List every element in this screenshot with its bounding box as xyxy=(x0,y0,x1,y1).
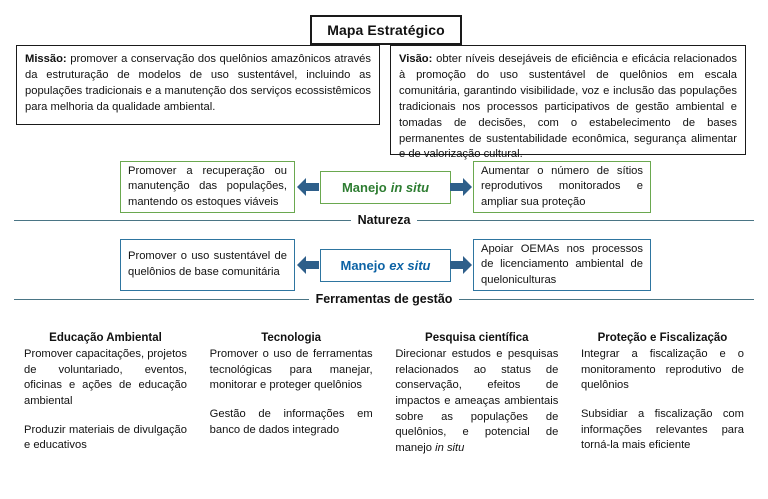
mission-label: Missão: xyxy=(25,53,67,65)
divider-rule-right xyxy=(459,299,754,300)
tool-card-title: Tecnologia xyxy=(261,332,322,344)
divider-natureza xyxy=(14,213,754,227)
arrow-left-icon xyxy=(297,175,319,199)
in-situ-right-text: Aumentar o número de sítios reprodutivos monitorados e ampliar sua proteção xyxy=(481,164,643,208)
tool-card-paragraph: Subsidiar a fiscalização com informações relevantes para torná-la mais eficiente xyxy=(580,408,744,452)
divider-ferramentas-de-gestao xyxy=(14,292,754,306)
arrow-left-icon xyxy=(297,253,319,277)
ex-situ-left-text: Promover o uso sustentável de quelônios de base comunitária xyxy=(128,250,287,278)
manejo-ex-situ-main: Manejo xyxy=(340,257,386,273)
in-situ-left-text: Promover a recuperação ou manutenção das populações, mantendo os estoques viáveis xyxy=(128,164,287,208)
label-manejo-ex-situ xyxy=(320,249,451,282)
tool-card xyxy=(204,326,379,463)
in-situ-left-objective xyxy=(120,161,295,213)
ex-situ-left-objective xyxy=(120,239,295,291)
tool-card-title: Proteção e Fiscalização xyxy=(597,332,728,344)
vision-box xyxy=(390,45,746,161)
mission-text: promover a conservação dos quelônios amazônicos através da estruturação de modelos de uso sustentável, incluindo as populações tradicionais e a manutenção dos serviços ecossistêmicos para melhoria da qualidade ambiental. xyxy=(25,53,371,113)
manejo-in-situ-main: Manejo xyxy=(341,179,387,195)
tool-card xyxy=(389,326,564,463)
mission-box xyxy=(16,45,380,125)
manejo-in-situ-italic: in situ xyxy=(390,179,430,195)
vision-text: obter níveis desejáveis de eficiência e eficácia relacionados à promoção do uso sustentável de quelônios em escala comunitária, garantindo visibilidade, voz e inclusão das populações tradicionais nos processos participativos de gestão ambiental e tomadas de decisões, com o estabelecimento de bases permanentes de sustentabilidade econômica, segurança alimentar e de valorização cultural. xyxy=(399,53,737,161)
ex-situ-right-text: Apoiar OEMAs nos processos de licenciamento ambiental de queloniculturas xyxy=(481,242,643,286)
row-manejo-in-situ xyxy=(0,161,768,213)
tool-card xyxy=(18,326,193,463)
arrow-right-icon xyxy=(450,175,472,199)
row-manejo-ex-situ xyxy=(0,239,768,291)
vision-label: Visão: xyxy=(399,53,433,65)
divider-natureza-label: Natureza xyxy=(357,213,411,227)
tool-card-title: Pesquisa científica xyxy=(425,332,529,344)
tool-card-paragraph: Integrar a fiscalização e o monitoramento reprodutivo de quelônios xyxy=(580,348,744,392)
tool-card xyxy=(575,326,750,463)
divider-ferramentas-label: Ferramentas de gestão xyxy=(315,292,453,306)
tool-card-paragraph: Promover capacitações, projetos de voluntariado, eventos, oficinas e ações de educação ambiental xyxy=(24,348,187,408)
page-title-text: Mapa Estratégico xyxy=(327,22,445,38)
in-situ-right-objective xyxy=(473,161,651,213)
label-manejo-in-situ xyxy=(320,171,451,204)
tool-card-paragraph: Promover o uso de ferramentas tecnológicas para manejar, monitorar e proteger quelônios xyxy=(209,348,373,392)
tool-card-paragraph: Gestão de informações em banco de dados integrado xyxy=(209,408,373,436)
manejo-ex-situ-italic: ex situ xyxy=(389,257,431,273)
divider-rule-left xyxy=(14,220,351,221)
tool-card-paragraph: Produzir materiais de divulgação e educativos xyxy=(24,423,187,452)
page-title xyxy=(310,15,462,45)
tool-card-title: Educação Ambiental xyxy=(49,332,162,344)
tool-card-paragraph: Direcionar estudos e pesquisas relacionados ao status de conservação, efeitos de impactos e ameaças ambientais sobre as populações de quelônios, e potencial de manejo in situ xyxy=(395,348,559,455)
divider-rule-right xyxy=(417,220,754,221)
arrow-right-icon xyxy=(450,253,472,277)
management-tool-cards xyxy=(18,326,750,463)
divider-rule-left xyxy=(14,299,309,300)
ex-situ-right-objective xyxy=(473,239,651,291)
